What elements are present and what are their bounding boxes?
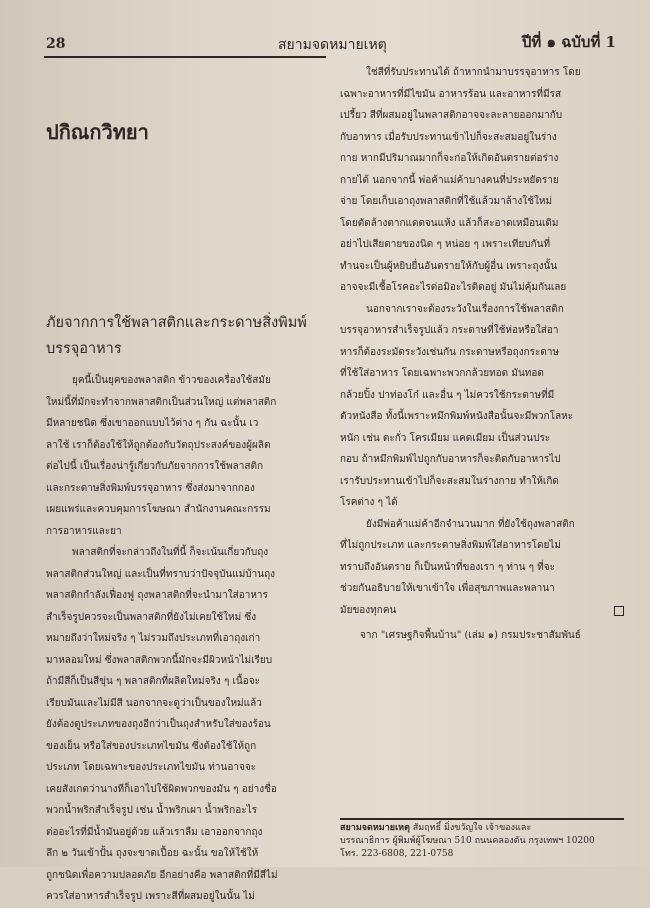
text-line: ต่อไปนี้ เป็นเรื่องน่ารู้เกี่ยวกับภัยจากการใช้พลาสติก: [46, 461, 264, 472]
footer-owner: สัมฤทธิ์ มิ่งขวัญใจ เจ้าของและ: [412, 823, 532, 833]
text-line: ที่ไม่ถูกประเภท และกระดาษสิ่งพิมพ์ใส่อาหารโดยไม่: [340, 540, 561, 551]
text-line: หารก็ต้องระมัดระวังเช่นกัน กระดาษหรือถุงกระดาษ: [340, 346, 560, 358]
text-line: ยังมีพ่อค้าแม่ค้าอีกจำนวนมาก ที่ยังใช้ถุงพลาสติก: [366, 518, 575, 530]
text-line: ควรใส่อาหารสำเร็จรูป เพราะสีที่ผสมอยู่ในนั้น ไม่: [46, 891, 255, 902]
paragraph: [340, 514, 624, 622]
text-line: โรคต่าง ๆ ได้: [340, 497, 398, 508]
article-title: ภัยจากการใช้พลาสติกและกระดาษสิ่งพิมพ์บรรจุอาหาร: [46, 315, 307, 357]
text-line: เฉพาะอาหารที่มีไขมัน อาหารร้อน และอาหารที่มีรส: [340, 88, 562, 100]
text-line: นอกจากเราจะต้องระวังในเรื่องการใช้พลาสติก: [366, 303, 564, 315]
text-line: บรรจุอาหารสำเร็จรูปแล้ว กระดาษที่ใช้ห่อหรือใส่อา: [340, 325, 559, 336]
text-line: ต่ออะไรที่มีน้ำมันอยู่ด้วย แล้วเราลืม เอาออกจากถุง: [46, 826, 263, 838]
text-line: ถูกชนิดเพื่อความปลอดภัย อีกอย่างคือ พลาสติกที่มีสีไม่: [46, 869, 278, 881]
text-line: มาหลอมใหม่ ซึ่งพลาสติกพวกนี้มักจะมีผิวหน้าไม่เรียบ: [46, 654, 273, 666]
text-line: ทราบถึงอันตราย ก็เป็นหน้าที่ของเรา ๆ ท่าน ๆ ที่จะ: [340, 561, 555, 573]
footer-editor: บรรณาธิการ ผู้พิมพ์ผู้โฆษณา 510 ถนนคลองตัน กรุงเทพฯ 10200: [340, 836, 595, 846]
text-line: กาย หากมีปริมาณมากก็จะก่อให้เกิดอันตรายต่อร่าง: [340, 153, 559, 164]
text-line: ตัวหนังสือ ทั้งนี้เพราะหมึกพิมพ์หนังสือนั้นจะมีพวกโลหะ: [340, 411, 574, 422]
left-column: [46, 370, 328, 908]
text-line: ใช่สีที่รับประทานได้ ถ้าหากนำมาบรรจุอาหาร โดย: [366, 67, 581, 78]
text-line: โดยตัดล้างตากแดดจนแห้ง แล้วก็สะอาดเหมือนเดิม: [340, 217, 559, 229]
text-line: ใหม่นี้ที่มักจะทำจากพลาสติกเป็นส่วนใหญ่ แต่พลาสติก: [46, 396, 277, 408]
text-line: หนัก เช่น ตะกั่ว โครเมียม แคดเมียม เป็นส่วนประ: [340, 432, 551, 444]
text-line: ของเย็น หรือใส่ของประเภทไขมัน ซึ่งต้องใช้ให้ถูก: [46, 740, 257, 752]
text-line: ช่วยกันอธิบายให้เขาเข้าใจ เพื่อสุขภาพและพลานา: [340, 583, 555, 594]
paragraph: [340, 62, 624, 299]
text-line: มีหลายชนิด ซึ่งเขาออกแบบไว้ต่าง ๆ กัน ฉะนั้น เว: [46, 418, 259, 429]
text-line: พลาสติกที่จะกล่าวถึงในที่นี้ ก็จะเน้นเกี่ยวกับถุง: [72, 547, 269, 558]
page-header: [46, 30, 616, 54]
text-line: อย่าไปเสียดายของนิด ๆ หน่อย ๆ เพราะเทียบกันที่: [340, 239, 551, 250]
text-line: หมายถึงว่าใหม่จริง ๆ ไม่รวมถึงประเภทที่เอาถุงเก่า: [46, 633, 261, 644]
text-line: กับอาหาร เมื่อรับประทานเข้าไปก็จะสะสมอยู่ในร่าง: [340, 131, 557, 143]
text-line: อาจจะมีเชื้อโรคอะไรต่อมิอะไรติดอยู่ มันไม่คุ้มกันเลย: [340, 282, 567, 293]
footer-rule: [340, 818, 624, 820]
text-line: เผยแพร่และควบคุมการโฆษณา สำนักงานคณะกรรม: [46, 504, 271, 515]
text-line: เปรี้ยว สีที่ผสมอยู่ในพลาสติกอาจจะละลายออกมากับ: [340, 110, 563, 121]
header-rule: [44, 56, 326, 58]
text-line: ประเภท โดยเฉพาะของประเภทไขมัน ท่านอาจจะ: [46, 762, 257, 773]
issue-label: ปีที่ ๑ ฉบับที่ 1: [521, 33, 616, 51]
source-citation: จาก "เศรษฐกิจพื้นบ้าน" (เล่ม ๑) กรมประชาสัมพันธ์: [360, 630, 581, 641]
text-line: ลาใช้ เราก็ต้องใช้ให้ถูกต้องกับวัตถุประสงค์ของผู้ผลิต: [46, 439, 271, 451]
paragraph: [46, 542, 328, 908]
paragraph: [340, 299, 624, 514]
text-line: กอบ ถ้าหมึกพิมพ์ไปถูกกับอาหารก็จะติดกับอาหารไป: [340, 454, 561, 465]
footer-magazine: สยามจดหมายเหตุ: [340, 823, 410, 833]
text-line: ถ้ามีสีก็เป็นสีขุ่น ๆ พลาสติกที่ผลิตใหม่จริง ๆ เนื้อจะ: [46, 676, 260, 687]
text-line: ลึก ๒ วันเข้าปั้น ถุงจะขาดเปื้อย ฉะนั้น ขอให้ใช้ให้: [46, 848, 259, 859]
text-line: พวกน้ำพริกสำเร็จรูป เช่น น้ำพริกเผา น้ำพริกอะไร: [46, 805, 258, 816]
text-line: จ่าย โดยเก็บเอาถุงพลาสติกที่ใช้แล้วมาล้างใช้ใหม่: [340, 196, 553, 207]
text-line: เคยสังเกตว่านางทีก็เอาไปใช้ผิดพวกของมัน ๆ อย่างชื่อ: [46, 783, 277, 795]
right-column: [340, 62, 624, 621]
paragraph: [46, 370, 328, 542]
text-line: และกระดาษสิ่งพิมพ์บรรจุอาหาร ซึ่งส่งมาจากกอง: [46, 482, 255, 494]
text-line: เรารับประทานเข้าไปก็จะสะสมในร่างกาย ทำให้เกิด: [340, 475, 559, 487]
page-number: 28: [46, 36, 66, 52]
text-line: มัยของทุกคน: [340, 600, 624, 622]
end-of-article-mark: [614, 606, 624, 616]
text-line: กายได้ นอกจากนี้ พ่อค้าแม่ค้าบางคนที่ประหยัดราย: [340, 174, 559, 186]
text-line: ยังต้องดูประเภทของถุงอีกว่าเป็นถุงสำหรับใส่ของร้อน: [46, 719, 271, 730]
text-line: ทำนจะเป็นผู้หยิบยื่นอันตรายให้กับผู้อื่น เพราะถุงนั้น: [340, 260, 558, 272]
section-title: ปกิณกวิทยา: [46, 120, 149, 144]
text-line: เรียบมันและไม่มีสี นอกจากจะดูว่าเป็นของใหม่แล้ว: [46, 697, 262, 709]
text-line: พลาสติกกำลังเฟื่องฟู ถุงพลาสติกที่จะนำมาใส่อาหาร: [46, 590, 268, 601]
footer-phone: โทร. 223-6808, 221-0758: [340, 849, 454, 859]
text-line: ที่ใช้ใส่อาหาร โดยเฉพาะพวกกล้วยทอด มันทอด: [340, 368, 544, 379]
text-line: สำเร็จรูปควรจะเป็นพลาสติกที่ยังไม่เคยใช้ใหม่ ซึ่ง: [46, 611, 257, 623]
magazine-title: สยามจดหมายเหตุ: [278, 37, 387, 53]
text-line: การอาหารและยา: [46, 525, 122, 537]
text-line: กล้วยปิ้ง ปาท่องโก๋ และอื่น ๆ ไม่ควรใช้กระดาษที่มี: [340, 389, 555, 401]
text-line: ยุคนี้เป็นยุคของพลาสติก ข้าวของเครื่องใช้สมัย: [72, 375, 271, 386]
publisher-footer: [340, 822, 624, 861]
text-line: พลาสติกส่วนใหญ่ และเป็นที่ทราบว่าปัจจุบันแม่บ้านถุง: [46, 568, 276, 580]
